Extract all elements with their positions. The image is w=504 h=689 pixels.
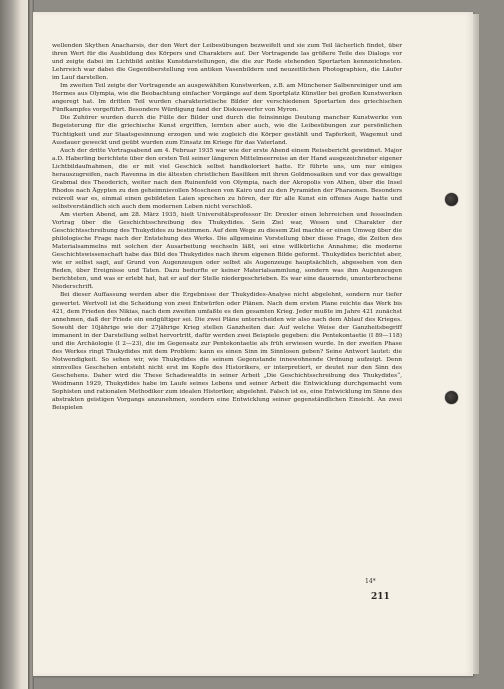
paragraph: Am vierten Abend, am 28. März 1935, hielt Universitätsprofessor Dr. Drexler einen lehrreichen und fesselnden Vortrag über die Geschichtsschreibung des Thukydides. Sein Ziel war, Wesen und Charakter der Geschichtsschreibung des Thukydides zu bestimmen. Auf dem Wege zu diesem Ziel machte er einen Umweg über die philologische Frage nach der Entstehung des Werks. Die allgemeine Vorstellung über diese Frage, die Zeiten des Materialsammelns mit solchen der Ausarbeitung wechseln läßt, sei eine willkürliche Annahme; die moderne Geschichtswissenschaft habe das Bild des Thukydides nach ihrem eigenen Bilde geformt. Thukydides berichtet aber, wie er selbst sagt, auf Grund von Augenzeugen oder selbst als Augenzeuge hauptsächlich, abgesehen von den Reden, über Ereignisse und Taten. Dazu bedurfte er keiner Materialsammlung, sondern was ihm Augenzeugen berichteten, und was er erlebt hat, hat er auf der Stelle niedergeschrieben. Es war eine dauernde, ununterbrochene Niederschrift.	[52, 211, 402, 291]
paragraph: Bei dieser Auffassung werden aber die Ergebnisse der Thukydides-Analyse nicht abgelehnt, sondern nur tiefer gewertet. Wertvoll ist die Scheidung von zwei Entwürfen oder Plänen. Nach dem ersten Plane reichte das Werk bis 421, dem Frieden des Nikias, nach dem zweiten umfaßte es den gesamten Krieg. Jeder mußte im Jahre 421 zunächst annehmen, daß der Friede ein endgültiger sei. Die zwei Pläne unterscheiden wir also nach dem Ablauf des Krieges. Sowohl der 10jährige wie der 27jährige Krieg stellen Ganzheiten dar. Auf welche Weise der Ganzheitsbegriff immanent in der Darstellung selbst hervortritt, dafür werden zwei Beispiele gegeben: die Pentekontaetie (I 89—118) und die Archäologie (I 2—23), die im Gegensatz zur Pentekontaetie als früh erwiesen wurde. In der zweiten Phase des Werkes ringt Thukydides mit dem Problem: kann es einen Sinn im Sinnlosen geben? Seine Antwort lautet: die Notwendigkeit. So sehen wir, wie Thukydides die seinem Gegenstande innewohnende Ordnung aufzeigt. Denn sinnvolles Geschehen entsteht nicht erst im Kopfe des Historikers, er interpretiert, er deutet nur den Sinn des Geschehens. Daher wird die These Schadewaldts in seiner Arbeit „Die Geschichtsschreibung des Thukydides“, Weidmann 1929, Thukydides habe im Laufe seines Lebens und seiner Arbeit die Entwicklung durchgemacht vom Sophisten und rationalen Methodiker zum idealen Historiker, abgelehnt. Falsch ist es, eine Entwicklung im Sinne des abstrakten geistigen Vorgangs anzunehmen, sondern eine Entwicklung seiner gegenständlichen Einsicht. An zwei Beispielen	[52, 292, 402, 412]
signature-mark: 14*	[365, 578, 376, 585]
adjacent-page-edge	[0, 0, 30, 689]
binder-hole-top	[445, 193, 458, 206]
paragraph: Auch der dritte Vortragsabend am 4. Februar 1935 war wie der erste Abend einem Reisebericht gewidmet. Major a.D. Haberling berichtete über den ersten Teil seiner längeren Mittelmeerreise an der Hand ausgezeichneter eigener Lichtbildaufnahmen, die er mit viel Geschick selbst handkoloriert hatte. Er führte uns, um nur einiges herauszugreifen, nach Ravenna in die ältesten christlichen Basiliken mit ihren Goldmosaiken und vor das gewaltige Grabmal des Theoderich, weiter nach den Ruinenfeld von Olympia, nach der Akropolis von Athen, über die Insel Rhodos nach Ägypten zu den geheimnisvollen Moscheen von Kairo und zu den Pyramiden der Pharaonen. Besonders reizvoll war es, einmal einen gebildeten Laien sprechen zu hören, der für alle Kunst ein offenes Auge hatte und selbstverständlich sich auch dem modernen Leben nicht verschloß.	[52, 147, 402, 210]
body-text	[52, 42, 402, 412]
paragraph: Die Zuhörer wurden durch die Fülle der Bilder und durch die feinsinnige Deutung mancher Kunstwerke von Begeisterung für die griechische Kunst ergriffen, lernten aber auch, wie die Leibesübungen zur persönlichen Tüchtigkeit und zur Staatsgesinnung erzogen und wie zugleich die Körper gestählt und Tapferkeit, Wagemut und Ausdauer geweckt und geübt wurden zum Einsatz im Kriege für das Vaterland.	[52, 115, 402, 146]
paragraph: wellenden Skythen Anacharsis, der den Wert der Leibesübungen bezweifelt und sie zum Teil lächerlich findet, über ihren Wert für die Ausbildung des Körpers und Charakters auf. Der Vortragende las größere Teile des Dialogs vor und zeigte dabei im Lichtbild antike Kunstdarstellungen, die die zur Rede stehenden Sportarten kennzeichneten. Lehrreich war dabei die Gegenüberstellung von antiken Vasenbildern und neuzeitlichen Photographien, die Läufer im Lauf darstellen.	[52, 43, 402, 82]
paragraph: Im zweiten Teil zeigte der Vortragende an ausgewählten Kunstwerken, z.B. am Münchener Salbenreiniger und am Hermes aus Olympia, wie die Beobachtung einfacher Vorgänge auf dem Sportplatz Künstler bei großen Kunstwerken angeregt hat. Im dritten Teil wurden charakteristische Bilder der verschiedenen Sportarten des griechischen Fünfkampfes vorgeführt. Besondere Würdigung fand der Diskuswerfer von Myron.	[52, 83, 402, 114]
page-number: 211	[371, 592, 390, 602]
page-stack-edge	[473, 14, 479, 674]
binder-hole-bottom	[445, 391, 458, 404]
